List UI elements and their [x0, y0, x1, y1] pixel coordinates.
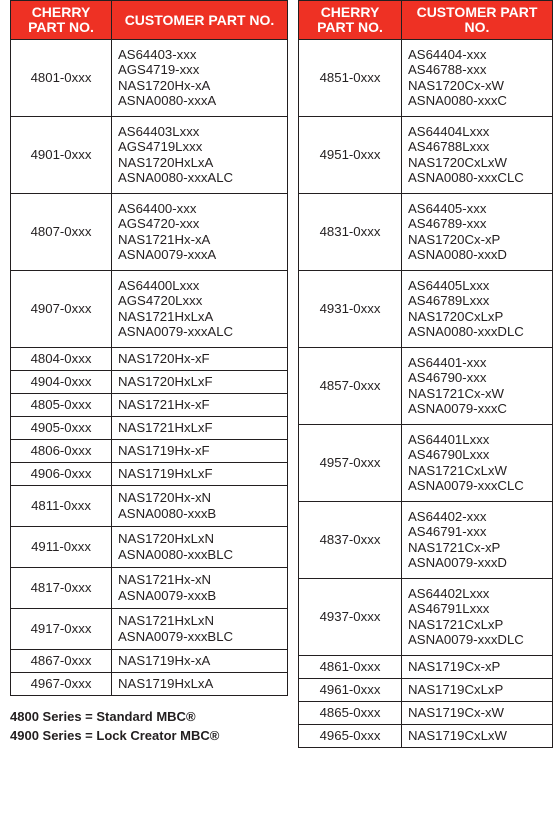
cherry-part-number: 4867-0xxx [11, 650, 112, 673]
customer-part-number: AS46790Lxxx [408, 447, 490, 462]
customer-part-number: ASNA0079-xxxCLC [408, 478, 524, 493]
customer-part-number: AS64400Lxxx [118, 277, 200, 293]
customer-part-number: ASNA0080-xxxALC [118, 170, 234, 185]
table-row [11, 371, 288, 394]
customer-part-number: AS64402Lxxx [408, 585, 490, 601]
cherry-part-number: 4857-0xxx [299, 348, 402, 425]
table-row [299, 702, 553, 725]
customer-part-number: NAS1720Hx-xN [118, 490, 212, 505]
customer-part-number: NAS1719CxLxW [408, 727, 507, 743]
customer-part-number: NAS1721CxLxP [408, 616, 504, 632]
header-row [11, 1, 288, 40]
cherry-part-number: 4851-0xxx [299, 40, 402, 117]
cherry-part-number: 4911-0xxx [11, 527, 112, 568]
customer-part-number: AS64400-xxx [118, 200, 197, 216]
customer-part-number: NAS1719Cx-xP [408, 658, 501, 674]
customer-part-numbers [112, 194, 288, 271]
customer-part-numbers [112, 650, 288, 673]
customer-part-header: CUSTOMER PART NO. [402, 1, 553, 40]
customer-part-number: ASNA0079-xxxBLC [118, 628, 234, 644]
cherry-part-number: 4957-0xxx [299, 425, 402, 502]
left-cross-reference-table [10, 0, 288, 696]
customer-part-numbers [402, 702, 553, 725]
customer-part-number: NAS1719HxLxF [118, 465, 213, 481]
customer-part-numbers [112, 371, 288, 394]
table-row [299, 502, 553, 579]
customer-part-number: AS46788Lxxx [408, 139, 490, 154]
cherry-part-number: 4804-0xxx [11, 348, 112, 371]
customer-part-number: ASNA0080-xxxA [118, 93, 217, 108]
customer-part-number: AS46791-xxx [408, 524, 487, 539]
customer-part-number: NAS1721Hx-xA [118, 231, 211, 247]
left-table-body [11, 40, 288, 696]
table-row [11, 194, 288, 271]
table-row [299, 579, 553, 656]
cherry-part-number: 4931-0xxx [299, 271, 402, 348]
customer-part-numbers [112, 271, 288, 348]
customer-part-number: NAS1721CxLxW [408, 462, 507, 478]
cherry-part-number: 4807-0xxx [11, 194, 112, 271]
customer-part-number: NAS1719Cx-xW [408, 704, 505, 720]
customer-part-number: ASNA0079-xxxC [408, 401, 507, 416]
customer-part-number: NAS1720HxLxN [118, 531, 215, 546]
cherry-part-number: 4801-0xxx [11, 40, 112, 117]
customer-part-numbers [402, 502, 553, 579]
table-row [11, 348, 288, 371]
customer-part-number: AGS4719Lxxx [118, 139, 203, 154]
customer-part-number: NAS1720CxLxP [408, 308, 504, 324]
customer-part-numbers [112, 609, 288, 650]
customer-part-numbers [112, 527, 288, 568]
customer-part-numbers [402, 271, 553, 348]
customer-part-number: ASNA0079-xxxALC [118, 324, 234, 339]
customer-part-number: AS46789Lxxx [408, 293, 490, 308]
table-row [11, 650, 288, 673]
customer-part-number: AS64404-xxx [408, 46, 487, 62]
customer-part-number: NAS1721HxLxA [118, 308, 214, 324]
cherry-part-number: 4965-0xxx [299, 725, 402, 748]
customer-part-number: NAS1720Cx-xP [408, 231, 501, 247]
cherry-part-number: 4937-0xxx [299, 579, 402, 656]
legend-standard: 4800 Series = Standard MBC® [10, 709, 196, 724]
customer-part-number: NAS1720Cx-xW [408, 77, 505, 93]
cherry-part-number: 4967-0xxx [11, 673, 112, 696]
customer-part-number: NAS1720Hx-xF [118, 350, 210, 366]
table-row [11, 609, 288, 650]
cherry-part-number: 4951-0xxx [299, 117, 402, 194]
customer-part-number: NAS1720HxLxF [118, 373, 213, 389]
customer-part-number: AS64401Lxxx [408, 431, 490, 447]
customer-part-number: AS46790-xxx [408, 370, 487, 385]
cherry-part-number: 4811-0xxx [11, 486, 112, 527]
customer-part-numbers [402, 679, 553, 702]
cherry-part-header: CHERRY PART NO. [299, 1, 402, 40]
cherry-part-number: 4805-0xxx [11, 394, 112, 417]
customer-part-numbers [402, 579, 553, 656]
customer-part-numbers [112, 117, 288, 194]
customer-part-numbers [402, 725, 553, 748]
customer-part-number: NAS1719HxLxA [118, 675, 214, 691]
customer-part-number: NAS1721Hx-xF [118, 396, 210, 412]
customer-part-numbers [402, 425, 553, 502]
customer-part-number: ASNA0080-xxxD [408, 247, 507, 262]
cherry-part-number: 4907-0xxx [11, 271, 112, 348]
customer-part-numbers [402, 194, 553, 271]
cherry-part-number: 4837-0xxx [299, 502, 402, 579]
customer-part-number: NAS1719Hx-xF [118, 442, 210, 458]
customer-part-numbers [112, 40, 288, 117]
customer-part-number: ASNA0079-xxxD [408, 555, 507, 570]
table-row [299, 656, 553, 679]
customer-part-number: ASNA0080-xxxDLC [408, 324, 524, 339]
customer-part-number: AS64405-xxx [408, 200, 487, 216]
right-cross-reference-table [298, 0, 553, 748]
legend-lock-creator: 4900 Series = Lock Creator MBC® [10, 728, 220, 743]
customer-part-numbers [112, 568, 288, 609]
table-row [11, 486, 288, 527]
right-table-body [299, 40, 553, 748]
table-row [299, 679, 553, 702]
table-row [11, 40, 288, 117]
customer-part-number: AGS4720Lxxx [118, 293, 203, 308]
customer-part-numbers [402, 40, 553, 117]
customer-part-number: ASNA0080-xxxBLC [118, 546, 234, 562]
header-row [299, 1, 553, 40]
customer-part-number: AS64403Lxxx [118, 123, 200, 139]
customer-part-numbers [112, 394, 288, 417]
cherry-part-number: 4905-0xxx [11, 417, 112, 440]
customer-part-number: ASNA0080-xxxC [408, 93, 507, 108]
customer-part-number: NAS1720CxLxW [408, 154, 507, 170]
table-row [299, 271, 553, 348]
table-row [11, 417, 288, 440]
customer-part-number: NAS1721HxLxN [118, 613, 215, 628]
series-legend [10, 707, 219, 745]
table-row [299, 348, 553, 425]
table-row [11, 673, 288, 696]
cherry-part-number: 4861-0xxx [299, 656, 402, 679]
customer-part-numbers [112, 417, 288, 440]
table-row [11, 568, 288, 609]
customer-part-numbers [402, 656, 553, 679]
cherry-part-number: 4831-0xxx [299, 194, 402, 271]
customer-part-numbers [402, 348, 553, 425]
customer-part-number: AGS4720-xxx [118, 216, 200, 231]
customer-part-number: ASNA0080-xxxB [118, 505, 217, 521]
table-row [11, 394, 288, 417]
customer-part-number: NAS1719CxLxP [408, 681, 504, 697]
customer-part-number: AGS4719-xxx [118, 62, 200, 77]
cherry-part-number: 4806-0xxx [11, 440, 112, 463]
customer-part-number: AS46791Lxxx [408, 601, 490, 616]
customer-part-number: NAS1720HxLxA [118, 154, 214, 170]
cherry-part-number: 4817-0xxx [11, 568, 112, 609]
customer-part-number: AS64401-xxx [408, 354, 487, 370]
table-row [299, 725, 553, 748]
customer-part-numbers [112, 440, 288, 463]
customer-part-number: NAS1720Hx-xA [118, 77, 211, 93]
customer-part-number: NAS1721Cx-xW [408, 385, 505, 401]
table-row [11, 463, 288, 486]
cherry-part-number: 4906-0xxx [11, 463, 112, 486]
cherry-part-header: CHERRY PART NO. [11, 1, 112, 40]
customer-part-number: NAS1719Hx-xA [118, 652, 211, 668]
table-row [11, 271, 288, 348]
customer-part-number: ASNA0080-xxxCLC [408, 170, 524, 185]
customer-part-number: AS46788-xxx [408, 62, 487, 77]
customer-part-numbers [112, 673, 288, 696]
table-row [299, 425, 553, 502]
customer-part-number: AS64404Lxxx [408, 123, 490, 139]
cherry-part-number: 4961-0xxx [299, 679, 402, 702]
customer-part-number: AS46789-xxx [408, 216, 487, 231]
customer-part-number: ASNA0079-xxxB [118, 587, 217, 603]
customer-part-header: CUSTOMER PART NO. [112, 1, 288, 40]
customer-part-number: AS64405Lxxx [408, 277, 490, 293]
table-row [11, 527, 288, 568]
cherry-part-number: 4917-0xxx [11, 609, 112, 650]
customer-part-number: NAS1721Hx-xN [118, 572, 212, 587]
cherry-part-number: 4865-0xxx [299, 702, 402, 725]
customer-part-numbers [402, 117, 553, 194]
cherry-part-number: 4901-0xxx [11, 117, 112, 194]
table-row [11, 117, 288, 194]
customer-part-number: NAS1721HxLxF [118, 419, 213, 435]
table-row [299, 40, 553, 117]
table-row [11, 440, 288, 463]
customer-part-numbers [112, 348, 288, 371]
cherry-part-number: 4904-0xxx [11, 371, 112, 394]
customer-part-number: ASNA0079-xxxDLC [408, 632, 524, 647]
customer-part-number: ASNA0079-xxxA [118, 247, 217, 262]
customer-part-number: NAS1721Cx-xP [408, 539, 501, 555]
customer-part-numbers [112, 463, 288, 486]
table-row [299, 194, 553, 271]
customer-part-number: AS64403-xxx [118, 46, 197, 62]
customer-part-number: AS64402-xxx [408, 508, 487, 524]
table-row [299, 117, 553, 194]
customer-part-numbers [112, 486, 288, 527]
